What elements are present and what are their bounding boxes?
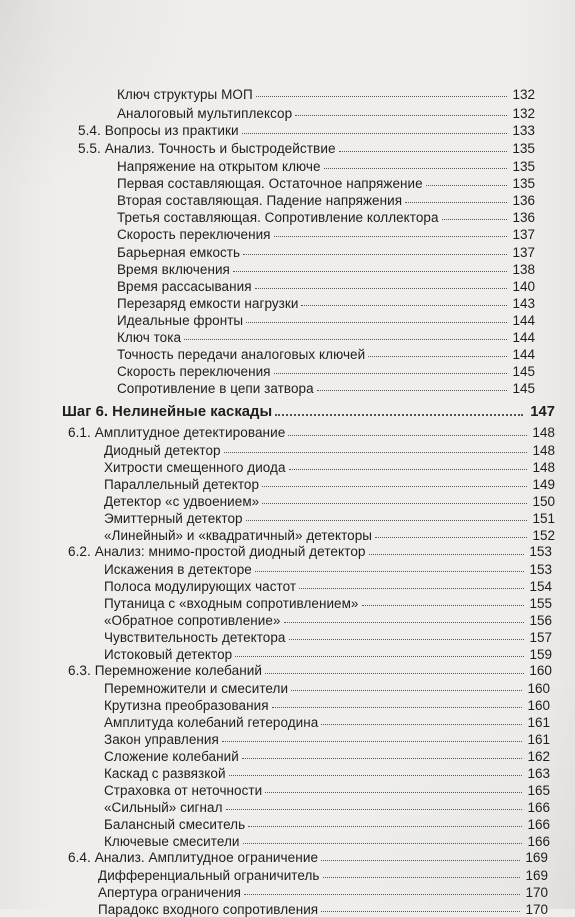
toc-title: Барьерная емкость [117, 244, 241, 260]
toc-title: 5.4. Вопросы из практики [78, 123, 239, 139]
dot-leader [262, 503, 527, 504]
toc-page-number: 169 [525, 850, 548, 866]
toc-item-row [117, 375, 535, 395]
toc-page-number: 150 [532, 493, 555, 509]
toc-page-number: 160 [527, 697, 550, 713]
toc-page-number: 144 [512, 312, 535, 328]
toc-title: 6.4. Анализ. Амплитудное ограничение [68, 850, 319, 866]
dot-leader [229, 775, 522, 776]
dot-leader [321, 911, 520, 912]
dot-leader [262, 486, 527, 487]
toc-title: Время рассасывания [117, 278, 252, 294]
dot-leader [226, 809, 522, 810]
dot-leader [274, 236, 507, 237]
toc-page-number: 155 [529, 595, 552, 611]
toc-title: Хитрости смещенного диода [104, 459, 286, 475]
toc-title: Сложение колебаний [104, 748, 239, 764]
toc-title: Идеальные фронты [117, 312, 244, 328]
toc-page-number: 161 [527, 714, 550, 730]
dot-leader [265, 673, 524, 674]
toc-page-number: 170 [525, 884, 548, 900]
dot-leader [272, 707, 522, 708]
toc-page-number: 153 [529, 561, 552, 577]
dot-leader [255, 571, 524, 572]
toc-title: Аналоговый мультиплексор [117, 105, 293, 121]
toc-item-row [98, 896, 548, 916]
toc-page-number: 160 [527, 680, 550, 696]
toc-title: Скорость переключения [117, 226, 271, 242]
toc-title: Ключевые смесители [104, 833, 240, 849]
toc-page-number: 137 [512, 244, 535, 260]
toc-page-number: 165 [527, 782, 550, 798]
dot-leader [323, 877, 521, 878]
toc-title: Эмиттерный детектор [104, 510, 243, 526]
toc-title: Диодный детектор [104, 442, 221, 458]
toc-page-number: 132 [512, 86, 535, 102]
toc-title: 5.5. Анализ. Точность и быстродействие [78, 141, 336, 157]
dot-leader [442, 219, 507, 220]
dot-leader [248, 826, 522, 827]
dot-leader [321, 724, 522, 725]
toc-page-number: 144 [512, 329, 535, 345]
toc-title: 6.2. Анализ: мнимо-простой диодный детектор [68, 544, 366, 560]
toc-title: Крутизна преобразования [104, 697, 269, 713]
toc-title: Полоса модулирующих частот [104, 578, 297, 594]
toc-page-number: 136 [512, 192, 535, 208]
dot-leader [291, 690, 522, 691]
dot-leader [184, 339, 507, 340]
toc-page-number: 137 [512, 226, 535, 242]
dot-leader [265, 792, 522, 793]
toc-title: Истоковый детектор [104, 646, 233, 662]
dot-leader [275, 414, 523, 416]
toc-title: Искажения в детекторе [104, 561, 252, 577]
toc-title: «Сильный» сигнал [104, 799, 223, 815]
toc-page-number: 136 [512, 209, 535, 225]
toc-page-number: 148 [532, 459, 555, 475]
toc-title: Путаница с «входным сопротивлением» [104, 595, 359, 611]
dot-leader [321, 860, 520, 861]
toc-page-number: 135 [512, 175, 535, 191]
toc-page-number: 161 [527, 731, 550, 747]
toc-title: Точность передачи аналоговых ключей [117, 346, 366, 362]
toc-page-number: 163 [527, 765, 550, 781]
toc-page-number: 154 [529, 578, 552, 594]
toc-title: 6.3. Перемножение колебаний [68, 663, 263, 679]
toc-section-row [78, 118, 535, 138]
toc-page-number: 133 [512, 123, 535, 139]
toc-page-number: 151 [532, 510, 555, 526]
toc-page-number: 170 [525, 901, 548, 917]
toc-page-number: 148 [532, 442, 555, 458]
toc-page-number: 162 [527, 748, 550, 764]
dot-leader [233, 271, 507, 272]
toc-page-number: 143 [512, 295, 535, 311]
toc-page-number: 135 [512, 141, 535, 157]
dot-leader [317, 390, 507, 391]
toc-title: Чувствительность детектора [104, 629, 286, 645]
dot-leader [288, 435, 527, 436]
dot-leader [369, 554, 524, 555]
dot-leader [339, 151, 507, 152]
toc-title: Перезаряд емкости нагрузки [117, 295, 299, 311]
toc-page-number: 147 [530, 404, 555, 421]
dot-leader [246, 520, 527, 521]
dot-leader [274, 373, 507, 374]
dot-leader [255, 288, 507, 289]
dot-leader [289, 639, 525, 640]
dot-leader [243, 843, 523, 844]
toc-page-number: 135 [512, 158, 535, 174]
dot-leader [405, 202, 507, 203]
toc-title: Первая составляющая. Остаточное напряжение [117, 175, 423, 191]
toc-item-row [117, 81, 535, 101]
toc-page-number: 144 [512, 346, 535, 362]
toc-title: Балансный смеситель [104, 816, 246, 832]
dot-leader [235, 656, 524, 657]
dot-leader [362, 605, 525, 606]
toc-item-row [117, 221, 535, 241]
toc-page-number: 166 [527, 833, 550, 849]
dot-leader [301, 305, 507, 306]
toc-title: Детектор «с удвоением» [104, 493, 260, 509]
toc-title: «Линейный» и «квадратичный» детекторы [104, 527, 373, 543]
toc-title: Каскад с развязкой [104, 765, 226, 781]
toc-title: Закон управления [104, 731, 219, 747]
toc-page-number: 160 [529, 663, 552, 679]
toc-page-number: 145 [512, 363, 535, 379]
dot-leader [246, 322, 507, 323]
toc-page-number: 145 [512, 380, 535, 396]
toc-chapter-row [62, 398, 555, 420]
toc-page-number: 132 [512, 105, 535, 121]
toc-title: Парадокс входного сопротивления [98, 901, 319, 917]
toc-page-number: 169 [525, 867, 548, 883]
dot-leader [289, 469, 527, 470]
dot-leader [368, 356, 507, 357]
dot-leader [324, 168, 507, 169]
dot-leader [222, 741, 522, 742]
toc-item-row [117, 100, 535, 120]
dot-leader [256, 96, 507, 97]
toc-page-number: 148 [532, 425, 555, 441]
toc-title: Время включения [117, 261, 230, 277]
toc-page-number: 152 [532, 527, 555, 543]
dot-leader [375, 537, 527, 538]
toc-title: Напряжение на открытом ключе [117, 158, 321, 174]
toc-title: Сопротивление в цепи затвора [117, 380, 314, 396]
toc-page-number: 166 [527, 816, 550, 832]
toc-title: Ключ тока [117, 329, 182, 345]
toc-title: Апертура ограничения [98, 884, 242, 900]
dot-leader [242, 133, 507, 134]
toc-title: Перемножители и смесители [104, 680, 289, 696]
toc-title: Дифференциальный ограничитель [98, 867, 320, 883]
dot-leader [244, 894, 520, 895]
dot-leader [426, 185, 507, 186]
toc-page-number: 166 [527, 799, 550, 815]
toc-title: Страховка от неточности [104, 782, 263, 798]
toc-page-number: 156 [529, 612, 552, 628]
dot-leader [242, 758, 522, 759]
dot-leader [224, 452, 527, 453]
toc-title: Вторая составляющая. Падение напряжения [117, 192, 403, 208]
toc-page-number: 140 [512, 278, 535, 294]
toc-page-number: 149 [532, 476, 555, 492]
toc-title: Амплитуда колебаний гетеродина [104, 714, 319, 730]
toc-title: Параллельный детектор [104, 476, 260, 492]
toc-page-number: 157 [529, 629, 552, 645]
toc-page-number: 159 [529, 646, 552, 662]
toc-title: Скорость переключения [117, 363, 271, 379]
dot-leader [295, 115, 507, 116]
toc-page-number: 153 [529, 544, 552, 560]
toc-title: Третья составляющая. Сопротивление коллектора [117, 209, 439, 225]
toc-title: «Обратное сопротивление» [104, 612, 281, 628]
toc-title: 6.1. Амплитудное детектирование [68, 425, 286, 441]
dot-leader [243, 254, 507, 255]
toc-title: Шаг 6. Нелинейные каскады [62, 404, 273, 421]
toc-page-number: 138 [512, 261, 535, 277]
dot-leader [299, 588, 524, 589]
dot-leader [284, 622, 525, 623]
toc-title: Ключ структуры МОП [117, 86, 253, 102]
